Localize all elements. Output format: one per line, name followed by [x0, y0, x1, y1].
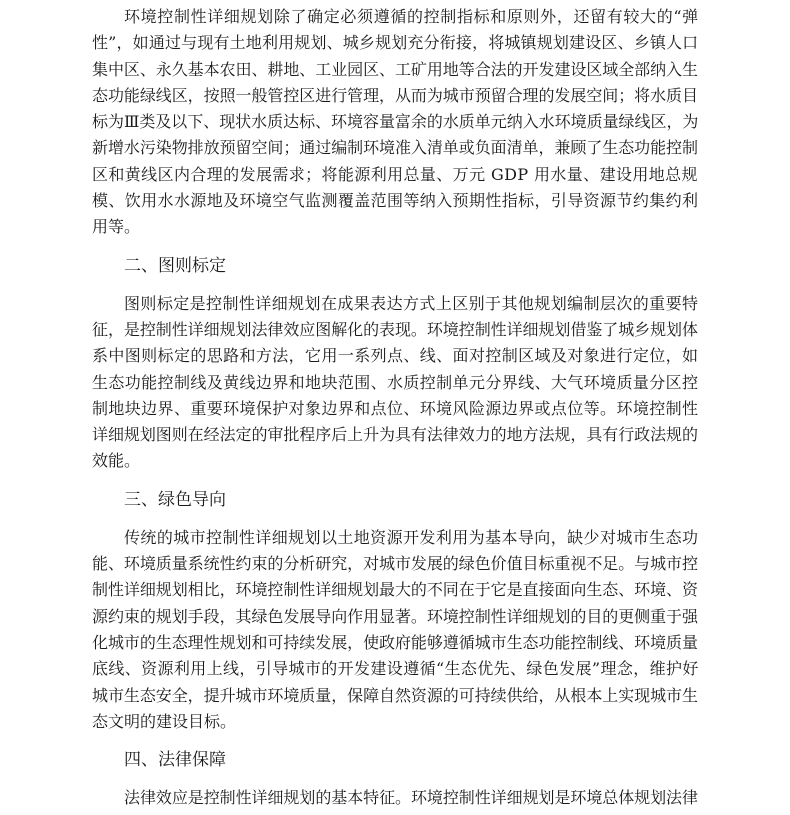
text-line: 法律效应是控制性详细规划的基本特征。环境控制性详细规划是环境总体规划法律 [124, 788, 698, 808]
text-line: 图则标定是控制性详细规划在成果表达方式上区别于其他规划编制层次的重要特 [124, 293, 699, 313]
text-line: 制地块边界、重要环境保护对象边界和点位、环境风险源边界或点位等。环境控制性 [92, 398, 699, 418]
paragraph-map-designation [92, 291, 698, 475]
text-line: 生态功能控制线及黄线边界和地块范围、水质控制单元分界线、大气环境质量分区控 [92, 372, 699, 392]
text-line: 传统的城市控制性详细规划以土地资源开发利用为基本导向，缺少对城市生态功 [124, 527, 699, 547]
section-heading-green-orientation: 三、绿色导向 [124, 489, 226, 510]
paragraph-legal-guarantee [92, 785, 698, 811]
text-line: 系中图则标定的思路和方法，它用一系列点、线、面对控制区域及对象进行定位，如 [92, 346, 699, 366]
paragraph-flexibility [92, 4, 698, 241]
text-line: 标为Ⅲ类及以下、现状水质达标、环境容量富余的水质单元纳入水环境质量绿线区，为 [92, 112, 699, 132]
text-line: 效能。 [92, 451, 141, 471]
text-line: 集中区、永久基本农田、耕地、工业园区、工矿用地等合法的开发建设区域全部纳入生 [92, 59, 698, 79]
section-heading-legal-guarantee: 四、法律保障 [124, 750, 226, 771]
text-line: 新增水污染物排放预留空间；通过编制环境准入清单或负面清单，兼顾了生态功能控制 [92, 138, 698, 158]
paragraph-green-orientation [92, 525, 698, 735]
text-line: 底线、资源利用上线，引导城市的开发建设遵循“生态优先、绿色发展”理念，维护好 [92, 659, 699, 679]
text-line: 详细规划图则在经法定的审批程序后上升为具有法律效力的地方法规，具有行政法规的 [92, 425, 698, 445]
text-line: 性”，如通过与现有土地利用规划、城乡规划充分衔接，将城镇规划建设区、乡镇人口 [92, 33, 699, 53]
text-line: 模、饮用水水源地及环境空气监测覆盖范围等纳入预期性指标，引导资源节约集约利 [92, 191, 699, 211]
text-line: 征，是控制性详细规划法律效应图解化的表现。环境控制性详细规划借鉴了城乡规划体 [92, 319, 698, 339]
text-line: 城市生态安全，提升城市环境质量，保障自然资源的可持续供给，从根本上实现城市生 [92, 685, 698, 705]
text-line: 制性详细规划相比，环境控制性详细规划最大的不同在于它是直接面向生态、环境、资 [92, 580, 698, 600]
text-line: 化城市的生态理性规划和可持续发展，使政府能够遵循城市生态功能控制线、环境质量 [92, 632, 698, 652]
text-line: 环境控制性详细规划除了确定必须遵循的控制指标和原则外，还留有较大的“弹 [124, 7, 699, 26]
text-line: 源约束的规划手段，其绿色发展导向作用显著。环境控制性详细规划的目的更侧重于强 [92, 606, 698, 626]
text-line: 态功能绿线区，按照一般管控区进行管理，从而为城市预留合理的发展空间；将水质目 [92, 85, 698, 105]
document-page [92, 4, 698, 811]
text-line: 区和黄线区内合理的发展需求；将能源利用总量、万元 GDP 用水量、建设用地总规 [92, 164, 698, 184]
section-heading-map-designation: 二、图则标定 [124, 255, 226, 276]
text-line: 态文明的建设目标。 [92, 711, 237, 731]
text-line: 能、环境质量系统性约束的分析研究，对城市发展的绿色价值目标重视不足。与城市控 [92, 554, 698, 574]
text-line: 用等。 [92, 217, 141, 237]
